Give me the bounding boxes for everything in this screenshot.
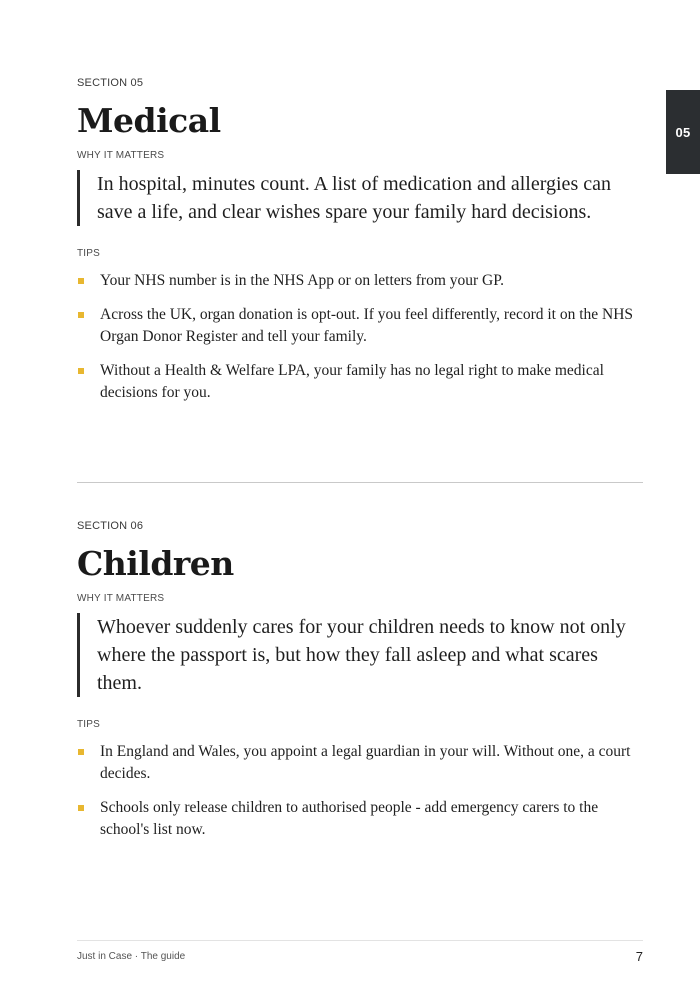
- section-title: Medical: [77, 101, 221, 140]
- square-bullet-icon: [78, 749, 84, 755]
- section-eyebrow: SECTION 05: [77, 77, 144, 89]
- tips-list: [77, 270, 643, 404]
- section-children: [77, 519, 643, 853]
- tip-text: Across the UK, organ donation is opt-out. If you feel differently, record it on the NHS Organ Donor Register and tell your family.: [100, 306, 634, 345]
- tip-item: [77, 797, 643, 841]
- section-eyebrow: SECTION 06: [77, 520, 144, 532]
- tip-item: [77, 360, 643, 404]
- page-number: 7: [635, 949, 643, 964]
- why-it-matters-label: WHY IT MATTERS: [77, 593, 165, 604]
- tips-label: TIPS: [77, 248, 101, 259]
- tip-text: Your NHS number is in the NHS App or on letters from your GP.: [100, 272, 505, 289]
- section-medical: [77, 76, 643, 416]
- square-bullet-icon: [78, 805, 84, 811]
- why-it-matters-quote: Whoever suddenly cares for your children needs to know not only where the passport is, but how they fall asleep and what scares them.: [77, 613, 643, 697]
- tips-list: [77, 741, 643, 841]
- tip-item: [77, 304, 643, 348]
- section-divider: [77, 482, 643, 483]
- section-title: Children: [77, 544, 234, 583]
- tip-text: Schools only release children to authorised people - add emergency carers to the school's list now.: [100, 799, 599, 838]
- footer-divider: [77, 940, 643, 941]
- square-bullet-icon: [78, 278, 84, 284]
- tip-text: Without a Health & Welfare LPA, your family has no legal right to make medical decisions for you.: [100, 362, 604, 401]
- why-it-matters-quote: In hospital, minutes count. A list of medication and allergies can save a life, and clear wishes spare your family hard decisions.: [77, 170, 643, 226]
- tips-label: TIPS: [77, 719, 101, 730]
- footer-guide-title: Just in Case · The guide: [77, 951, 186, 962]
- tip-text: In England and Wales, you appoint a legal guardian in your will. Without one, a court decides.: [100, 743, 631, 782]
- section-tab-marker[interactable]: 05: [666, 90, 700, 174]
- square-bullet-icon: [78, 312, 84, 318]
- why-it-matters-label: WHY IT MATTERS: [77, 150, 165, 161]
- square-bullet-icon: [78, 368, 84, 374]
- tip-item: [77, 741, 643, 785]
- tip-item: [77, 270, 643, 292]
